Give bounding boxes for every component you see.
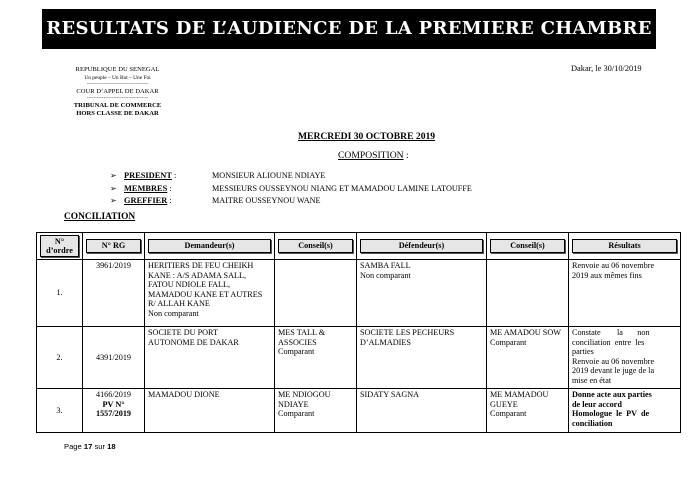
cell-line: NDIAYE	[278, 399, 309, 409]
cell-defendeur	[357, 389, 487, 433]
col-header-demandeur-label: Demandeur(s)	[148, 239, 271, 253]
court-name: COUR D’APPEL DE DAKAR	[76, 88, 159, 95]
composition-colon: :	[403, 150, 409, 161]
page-number: 17	[83, 442, 93, 451]
cell-line: GUEYE	[490, 399, 518, 409]
table-row	[37, 327, 681, 389]
cell-line: R/ ALLAH KANE	[148, 299, 210, 308]
cell-line: D’ALMADIES	[360, 337, 411, 347]
cell-line: MAMADOU DIONE	[148, 390, 220, 399]
role-president	[110, 171, 176, 180]
arrow-bullet-icon: ➢	[110, 171, 117, 180]
table-header-row	[37, 233, 681, 260]
cell-line: MAMADOU KANE ET AUTRES	[148, 289, 263, 299]
cell-demandeur	[145, 260, 275, 327]
col-header-demandeur	[145, 233, 275, 260]
cell-line: mise en état	[572, 375, 612, 385]
of-word: sur	[94, 442, 106, 451]
cell-line: SOCIETE DU PORT	[148, 328, 219, 337]
cell-demandeur	[145, 327, 275, 389]
cell-conseil-defendeur	[487, 389, 569, 433]
cell-line: Comparant	[278, 347, 315, 356]
separator-dots: -------------------------------------	[86, 82, 149, 87]
cell-line: KANE : A/S ADAMA SALL,	[148, 270, 247, 280]
arrow-bullet-icon: ➢	[110, 184, 117, 193]
page-footer	[64, 442, 116, 451]
role-label: GREFFIER	[124, 196, 168, 205]
cell-rg: 3961/2019	[83, 260, 145, 327]
role-value-members: MESSIEURS OUSSEYNOU NIANG ET MAMADOU LAMINE LATOUFFE	[212, 184, 472, 193]
cell-line: Constate la non	[572, 328, 650, 337]
cell-resultats	[569, 327, 681, 389]
cell-demandeur	[145, 389, 275, 433]
cell-line: Donne acte aux parties	[572, 390, 652, 399]
page-banner-title: RESULTATS DE L’AUDIENCE DE LA PREMIERE CHAMBRE	[42, 9, 656, 49]
col-header-conseil-label: Conseil(s)	[490, 239, 565, 253]
cell-line: Non comparant	[360, 270, 411, 280]
col-header-defendeur	[357, 233, 487, 260]
composition-label: COMPOSITION	[338, 150, 404, 161]
cell-rg	[83, 389, 145, 433]
col-header-conseil-demandeur	[275, 233, 357, 260]
arrow-bullet-icon: ➢	[110, 196, 117, 205]
cell-ordre: 2.	[37, 327, 83, 389]
col-header-defendeur-label: Défendeur(s)	[360, 239, 483, 253]
cell-line: Renvoie au 06 novembre	[572, 356, 655, 366]
cell-line: 2019 devant le juge de la	[572, 366, 655, 375]
cell-line: ASSOCIES	[278, 337, 317, 347]
cell-resultats	[569, 389, 681, 433]
col-header-rg-label: N° RG	[86, 239, 141, 253]
cell-rg-number: 4166/2019	[95, 390, 132, 399]
role-label: PRESIDENT	[124, 171, 172, 180]
cell-resultats	[569, 260, 681, 327]
role-label: MEMBRES	[124, 184, 168, 193]
tribunal-name-line2: HORS CLASSE DE DAKAR	[76, 110, 159, 117]
cell-ordre: 3.	[37, 389, 83, 433]
cell-line: Renvoie au 06 novembre	[572, 261, 655, 270]
cell-defendeur	[357, 260, 487, 327]
tribunal-name-line1: TRIBUNAL DE COMMERCE	[73, 102, 162, 109]
cell-line: MES TALL &	[278, 328, 326, 337]
page-word: Page	[64, 442, 82, 451]
cell-conseil-demandeur	[275, 327, 357, 389]
cell-line: ME AMADOU SOW	[490, 328, 561, 337]
col-header-ordre-line1: N°	[54, 237, 65, 246]
role-sep: :	[171, 171, 177, 180]
cell-line: 2019 aux mêmes fins	[572, 270, 642, 280]
separator-dots: -------------------------------------	[86, 96, 149, 101]
role-value-president: MONSIEUR ALIOUNE NDIAYE	[212, 171, 326, 180]
role-sep: :	[167, 196, 172, 205]
cell-conseil-defendeur	[487, 327, 569, 389]
cell-line: ME NDIOGOU	[278, 390, 331, 399]
cell-pv-label: PV N°	[102, 399, 125, 409]
col-header-ordre	[37, 233, 83, 260]
col-header-resultats	[569, 233, 681, 260]
cell-line: Homologue le PV de	[572, 409, 650, 418]
role-sep: :	[167, 184, 172, 193]
cell-line: Comparant	[490, 337, 527, 347]
col-header-conseil-label: Conseil(s)	[278, 239, 353, 253]
cell-line: ME MAMADOU	[490, 390, 549, 399]
cell-line: SOCIETE LES PECHEURS	[360, 328, 455, 337]
cell-ordre: 1.	[37, 260, 83, 327]
national-motto: Un peuple – Un But – Une Foi	[84, 75, 151, 81]
cell-line: conciliation	[572, 418, 613, 428]
cell-line: parties	[572, 347, 594, 356]
cell-line: conciliation entre les	[572, 337, 645, 347]
cell-line: Comparant	[490, 409, 527, 418]
col-header-ordre-line2: d’ordre	[46, 246, 73, 255]
cell-conseil-demandeur	[275, 389, 357, 433]
document-date: Dakar, le 30/10/2019	[571, 64, 642, 73]
cell-defendeur	[357, 327, 487, 389]
cell-line: Comparant	[278, 409, 315, 418]
cell-line: Non comparant	[148, 308, 199, 318]
role-clerk	[110, 196, 172, 205]
hearing-day-heading: MERCREDI 30 OCTOBRE 2019	[298, 131, 436, 142]
institution-header	[55, 66, 180, 118]
cell-line: SIDATY SAGNA	[360, 390, 420, 399]
col-header-rg	[83, 233, 145, 260]
cell-conseil-defendeur	[487, 260, 569, 327]
cell-line: SAMBA FALL	[360, 261, 411, 270]
section-heading-conciliation: CONCILIATION	[64, 212, 136, 222]
col-header-conseil-defendeur	[487, 233, 569, 260]
col-header-resultats-label: Résultats	[572, 239, 677, 253]
table-row	[37, 260, 681, 327]
composition-heading	[338, 150, 409, 161]
page-total: 18	[107, 442, 116, 451]
cell-rg: 4391/2019	[83, 327, 145, 389]
cell-conseil-demandeur	[275, 260, 357, 327]
country-name: REPUBLIQUE DU SENEGAL	[75, 66, 160, 73]
table-row	[37, 389, 681, 433]
cell-line: HERITIERS DE FEU CHEIKH	[148, 261, 254, 270]
cell-line: FATOU NDIOLE FALL,	[148, 280, 231, 289]
cell-pv-number: 1557/2019	[95, 409, 132, 418]
hearing-results-table	[36, 232, 681, 433]
cell-line: de leur accord	[572, 399, 622, 409]
role-members	[110, 184, 172, 193]
role-value-clerk: MAITRE OUSSEYNOU WANE	[212, 196, 321, 205]
cell-line: AUTONOME DE DAKAR	[148, 337, 239, 347]
